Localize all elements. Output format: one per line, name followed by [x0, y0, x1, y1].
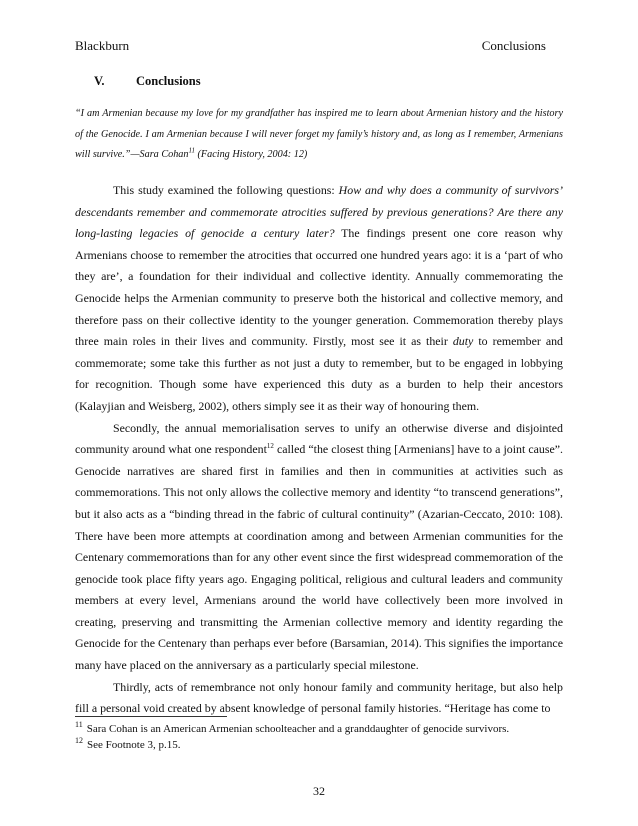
section-title: Conclusions: [136, 74, 201, 88]
running-header-author: Blackburn: [75, 38, 130, 53]
body-text: [75, 180, 563, 720]
emphasis-duty: duty: [452, 334, 474, 349]
p1-text-c: to remember and commemorate; some take this further as not just a duty to remember, but to be engaged in lobbying for recognition. Though some have experienced this duty as a burden to help their ancestors (Kalayjian and Weisberg, 2002), others simply see it as their way of honouring them.: [75, 334, 564, 413]
paragraph-3: [75, 677, 563, 720]
p1-text-a: This study examined the following questions:: [113, 183, 339, 197]
section-heading: [94, 74, 201, 89]
paragraph-2: [75, 418, 563, 677]
p2-text-a: Secondly, the annual memorialisation serves to unify an otherwise diverse and disjointed community around what one respondent: [75, 420, 563, 457]
p1-text-b: The findings present one core reason why Armenians choose to remember the atrocities that occurred one hundred years ago: it is a ‘part of who they are’, a foundation for their individual and collective identity. Annually commemorating the Genocide helps the Armenian community to preserve both the historical and collective memory, and therefore pass on their collective identity to the younger generation. Commemoration thereby plays three main roles in their lives and community. Firstly, most see it as their: [75, 226, 564, 349]
footnote-ref-11[interactable]: 11: [188, 146, 195, 155]
epigraph-quote: [75, 104, 563, 166]
p2-text-b: called “the closest thing [Armenians] have to a joint cause”. Genocide narratives are shared first in families and then in communities at activities such as commemorations. This not only allows the collective memory and identity “to transcend generations”, but it also acts as a “binding thread in the fabric of cultural continuity” (Azarian-Ceccato, 2010: 108). There have been more attempts at coordination among and between Armenian communities for the Centenary commemorations than for any other event since the first widespread commemoration of the genocide took place fifty years ago. Engaging political, religious and cultural leaders and community members at every level, Armenians around the world have collectively been more involved in creating, preserving and transmitting the Armenian collective memory and identity regarding the Genocide for the Centenary than perhaps ever before (Barsamian, 2014). This signifies the importance many have placed on the anniversary as a particularly special milestone.: [75, 442, 564, 673]
footnote-mark: 12: [75, 736, 83, 746]
footnote-ref-12[interactable]: 12: [266, 442, 274, 451]
footnotes: [75, 721, 509, 753]
footnote-divider: [75, 716, 227, 717]
section-number: V.: [94, 74, 105, 88]
running-header-section: Conclusions: [481, 38, 546, 53]
footnote-text: Sara Cohan is an American Armenian schoolteacher and a granddaughter of genocide survivors.: [86, 723, 510, 735]
footnote-11: [75, 721, 509, 737]
footnote-mark: 11: [75, 720, 83, 730]
epigraph-citation: (Facing History, 2004: 12): [194, 149, 308, 160]
footnote-12: [75, 737, 509, 753]
research-questions: How and why does a community of survivors’ descendants remember and commemorate atrocities suffered by previous generations? Are there any long-lasting legacies of genocide a century later?: [75, 183, 563, 241]
p3-text: Thirdly, acts of remembrance not only honour family and community heritage, but also help fill a personal void created by absent knowledge of personal family histories. “Heritage has come to: [75, 679, 563, 716]
page-number: 32: [313, 784, 325, 798]
epigraph-text: “I am Armenian because my love for my grandfather has inspired me to learn about Armenian history and the history of the Genocide. I am Armenian because I will never forget my family’s history and, as long as I remember, Armenians will survive.”—Sara Cohan: [75, 108, 563, 160]
footnote-text: See Footnote 3, p.15.: [87, 739, 181, 751]
paragraph-1: [75, 180, 563, 418]
